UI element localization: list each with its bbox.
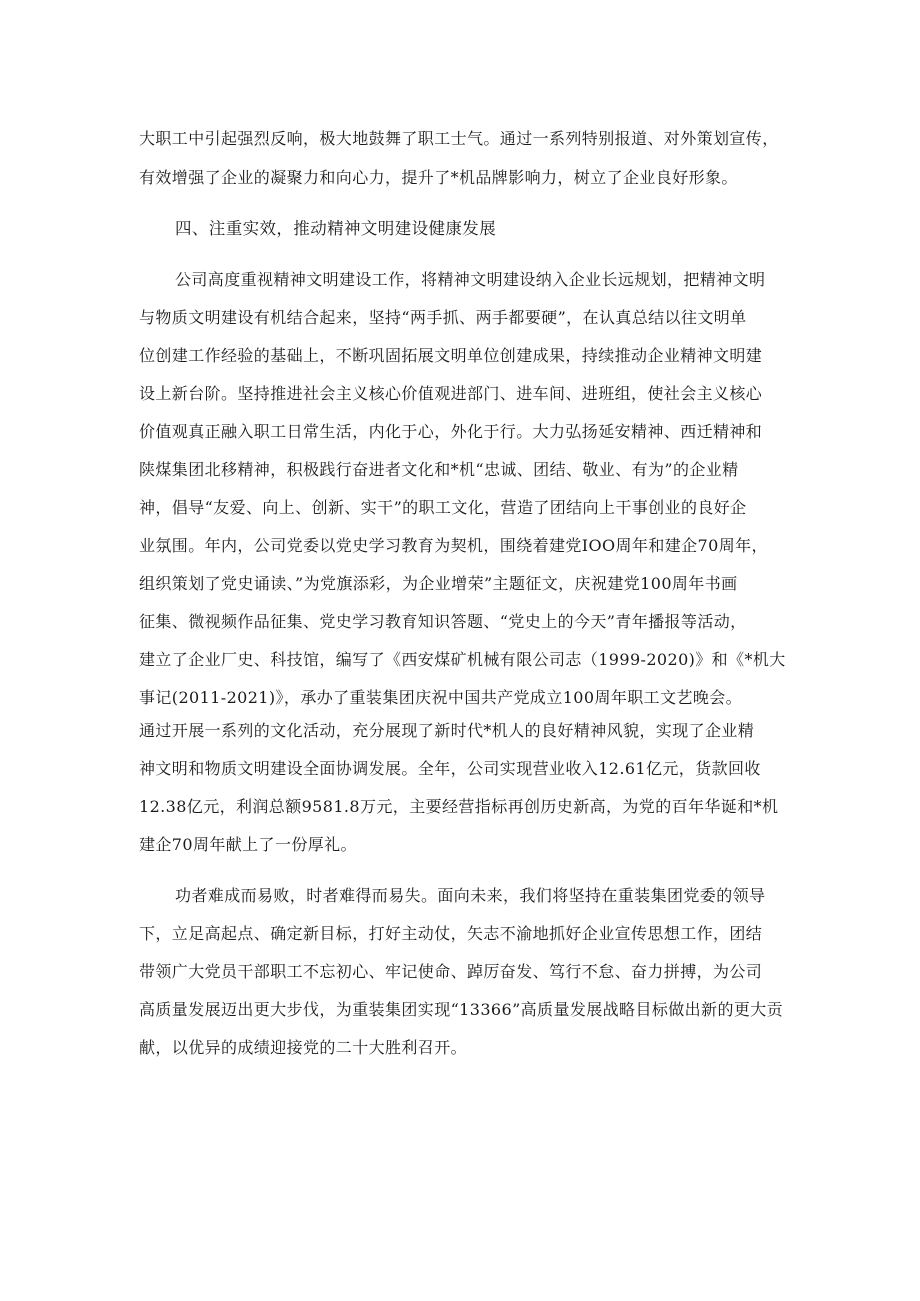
paragraph-line: 大职工中引起强烈反响，极大地鼓舞了职工士气。通过一系列特别报道、对外策划宣传，: [139, 129, 779, 148]
paragraph-line: 公司高度重视精神文明建设工作，将精神文明建设纳入企业长远规划，把精神文明: [175, 270, 766, 289]
paragraph-line: 神文明和物质文明建设全面协调发展。全年，公司实现营业收入12.61亿元，货款回收: [139, 759, 761, 778]
paragraph-line: 征集、微视频作品征集、党史学习教育知识答题、“党史上的今天”青年播报等活动，: [139, 612, 747, 631]
paragraph-line: 献，以优异的成绩迎接党的二十大胜利召开。: [139, 1038, 468, 1057]
paragraph-line: 业氛围。年内，公司党委以党史学习教育为契机，围绕着建党IOO周年和建企70周年，: [139, 536, 768, 555]
paragraph-line: 12.38亿元，利润总额9581.8万元，主要经营指标再创历史新高，为党的百年华诞和*机: [139, 797, 779, 816]
paragraph-line: 高质量发展迈出更大步伐，为重装集团实现“13366”高质量发展战略目标做出新的更大贡: [139, 1000, 784, 1019]
paragraph-line: 组织策划了党史诵读、”为党旗添彩，为企业增荣”主题征文，庆祝建党100周年书画: [139, 574, 738, 593]
paragraph-line: 通过开展一系列的文化活动，充分展现了新时代*机人的良好精神风貌，实现了企业精: [139, 721, 755, 740]
paragraph-line: 价值观真正融入职工日常生活，内化于心，外化于行。大力弘扬延安精神、西迁精神和: [139, 422, 763, 441]
paragraph-line: 神，倡导“友爱、向上、创新、实干”的职工文化，营造了团结向上干事创业的良好企: [139, 498, 747, 517]
paragraph-line: 建立了企业厂史、科技馆，编写了《西安煤矿机械有限公司志（1999-2020)》和《*机大: [139, 650, 786, 669]
paragraph-line: 设上新台阶。坚持推进社会主义核心价值观进部门、进车间、进班组，使社会主义核心: [139, 384, 763, 403]
paragraph-line: 有效增强了企业的凝聚力和向心力，提升了*机品牌影响力，树立了企业良好形象。: [139, 168, 738, 187]
paragraph-line: 与物质文明建设有机结合起来，坚持“两手抓、两手都要硬”，在认真总结以往文明单: [139, 308, 747, 327]
paragraph-line: 事记(2011-2021)》，承办了重装集团庆祝中国共产党成立100周年职工文艺晚会。: [139, 688, 743, 707]
section-heading: 四、注重实效，推动精神文明建设健康发展: [175, 219, 497, 238]
paragraph-line: 功者难成而易败，时者难得而易失。面向未来，我们将坚持在重装集团党委的领导: [175, 886, 766, 905]
paragraph-line: 陕煤集团北移精神，积极践行奋进者文化和*机“忠诚、团结、敬业、有为”的企业精: [139, 460, 739, 479]
paragraph-line: 下，立足高起点、确定新目标，打好主动仗，矢志不渝地抓好企业宣传思想工作，团结: [139, 924, 763, 943]
paragraph-line: 带领广大党员干部职工不忘初心、牢记使命、踔厉奋发、笃行不怠、奋力拼搏，为公司: [139, 962, 763, 981]
paragraph-line: 建企70周年献上了一份厚礼。: [139, 835, 357, 854]
paragraph-line: 位创建工作经验的基础上，不断巩固拓展文明单位创建成果，持续推动企业精神文明建: [139, 346, 763, 365]
